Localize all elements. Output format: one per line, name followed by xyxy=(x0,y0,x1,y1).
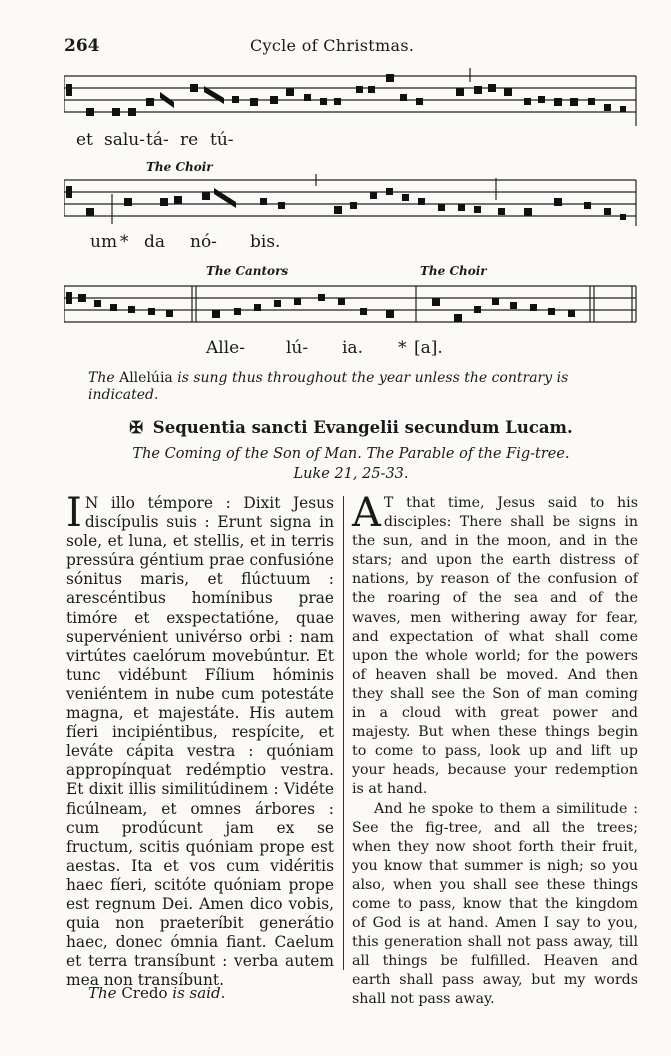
staff-2-graphic xyxy=(64,174,638,230)
lyric-syllable: nó- xyxy=(190,232,217,252)
rubric-text-1: The xyxy=(88,370,115,386)
chant-staff-2 xyxy=(64,174,638,230)
cantors-label: The Cantors xyxy=(206,264,289,278)
english-column xyxy=(352,490,638,1010)
footer-text-2: is said. xyxy=(172,984,226,1002)
choir-label-1: The Choir xyxy=(146,160,213,174)
english-initial: A xyxy=(352,490,381,536)
english-para-1: T that time, Jesus said to his disciples: There shall be signs in the sun, and in the moon, and in the stars; and upon the earth distress of nations, by reason of the confusion of the roaring of the sea and of the waves, men withering away for fear, and expectation of what shall come upon the whole world; for the powers of heaven shall be moved. And then they shall see the Son of man coming in a cloud with great power and majesty. But when these things begin to come to pass, look up and lift up your heads, because your redemption is at hand. xyxy=(352,495,638,798)
gospel-heading xyxy=(64,418,638,437)
cross-icon: ✠ xyxy=(129,418,144,437)
gospel-title: Sequentia sancti Evangelii secundum Lucam. xyxy=(152,418,573,437)
page-number: 264 xyxy=(64,36,100,56)
chant-staff-1 xyxy=(64,68,638,128)
lyric-syllable: tú- xyxy=(210,130,234,150)
choir-label-2: The Choir xyxy=(420,264,487,278)
footer-text-1: The xyxy=(88,984,117,1002)
staff-3-graphic xyxy=(64,280,638,340)
lyric-syllable: bis. xyxy=(250,232,281,252)
latin-initial: I xyxy=(66,490,82,536)
running-title: Cycle of Christmas. xyxy=(250,36,415,55)
lyric-syllable: lú- xyxy=(286,338,309,358)
latin-text: N illo témpore : Dixit Jesus discípulis suis : Erunt signa in sole, et luna, et stellis, et in terris pressúra géntium prae confusióne sónitus maris, et flúctuum : arescéntibus homínibus prae timóre et exspectatióne, quae supervénient univérso orbi : nam virtútes caelórum movebúntur. Et tunc vidébunt Fílium hóminis veniéntem in nube cum potestáte magna, et majestáte. His autem fíeri incipiéntibus, respícite, et leváte cápita vestra : quóniam appropínquat redémptio vestra. Et dixit illis similitúdinem : Vidéte ficúlneam, et omnes árbores : cum prodúcunt jam ex se fructum, scitis quóniam prope est aestas. Ita et vos cum vidéritis haec fíeri, scitóte quóniam prope est regnum Dei. Amen dico vobis, quia non praeteríbit generátio haec, donec ómnia fiant. Caelum et terra transíbunt : verba autem mea non transíbunt. xyxy=(66,494,334,990)
lyric-syllable: ia. xyxy=(342,338,363,358)
footer-word: Credo xyxy=(121,984,168,1002)
staff-1-graphic xyxy=(64,68,638,128)
alleluia-rubric xyxy=(88,370,636,404)
chant-staff-3 xyxy=(64,280,638,340)
lyric-syllable: da xyxy=(144,232,166,252)
page-header xyxy=(64,36,638,56)
column-divider xyxy=(343,496,344,970)
gospel-reference: Luke 21, 25-33. xyxy=(293,466,409,482)
lyric-syllable: salu- xyxy=(104,130,145,150)
lyric-syllable: * xyxy=(120,232,129,252)
english-para-2: And he spoke to them a similitude : See the fig-tree, and all the trees; when they now shoot forth their fruit, you know that summer is nigh; so you also, when you shall see these things come to pass, know that the kingdom of God is at hand. Amen I say to you, this generation shall not pass away, till all things be fulfilled. Heaven and earth shall pass away, but my words shall not pass away. xyxy=(352,800,638,1008)
rubric-text-2: is sung thus throughout the year unless the contrary is indicated. xyxy=(88,370,569,403)
lyric-syllable: tá- xyxy=(146,130,169,150)
lyric-syllable: [a]. xyxy=(414,338,443,358)
lyric-syllable: Alle- xyxy=(206,338,245,358)
lyric-syllable: et xyxy=(76,130,93,150)
lyric-syllable: um xyxy=(90,232,118,252)
rubric-word: Allelúia xyxy=(119,370,173,386)
credo-rubric xyxy=(88,984,225,1002)
lyric-syllable: re xyxy=(180,130,199,150)
latin-column xyxy=(66,490,334,990)
lyric-syllable: * xyxy=(398,338,407,358)
gospel-subtitle: The Coming of the Son of Man. The Parable of the Fig-tree. xyxy=(132,446,570,462)
